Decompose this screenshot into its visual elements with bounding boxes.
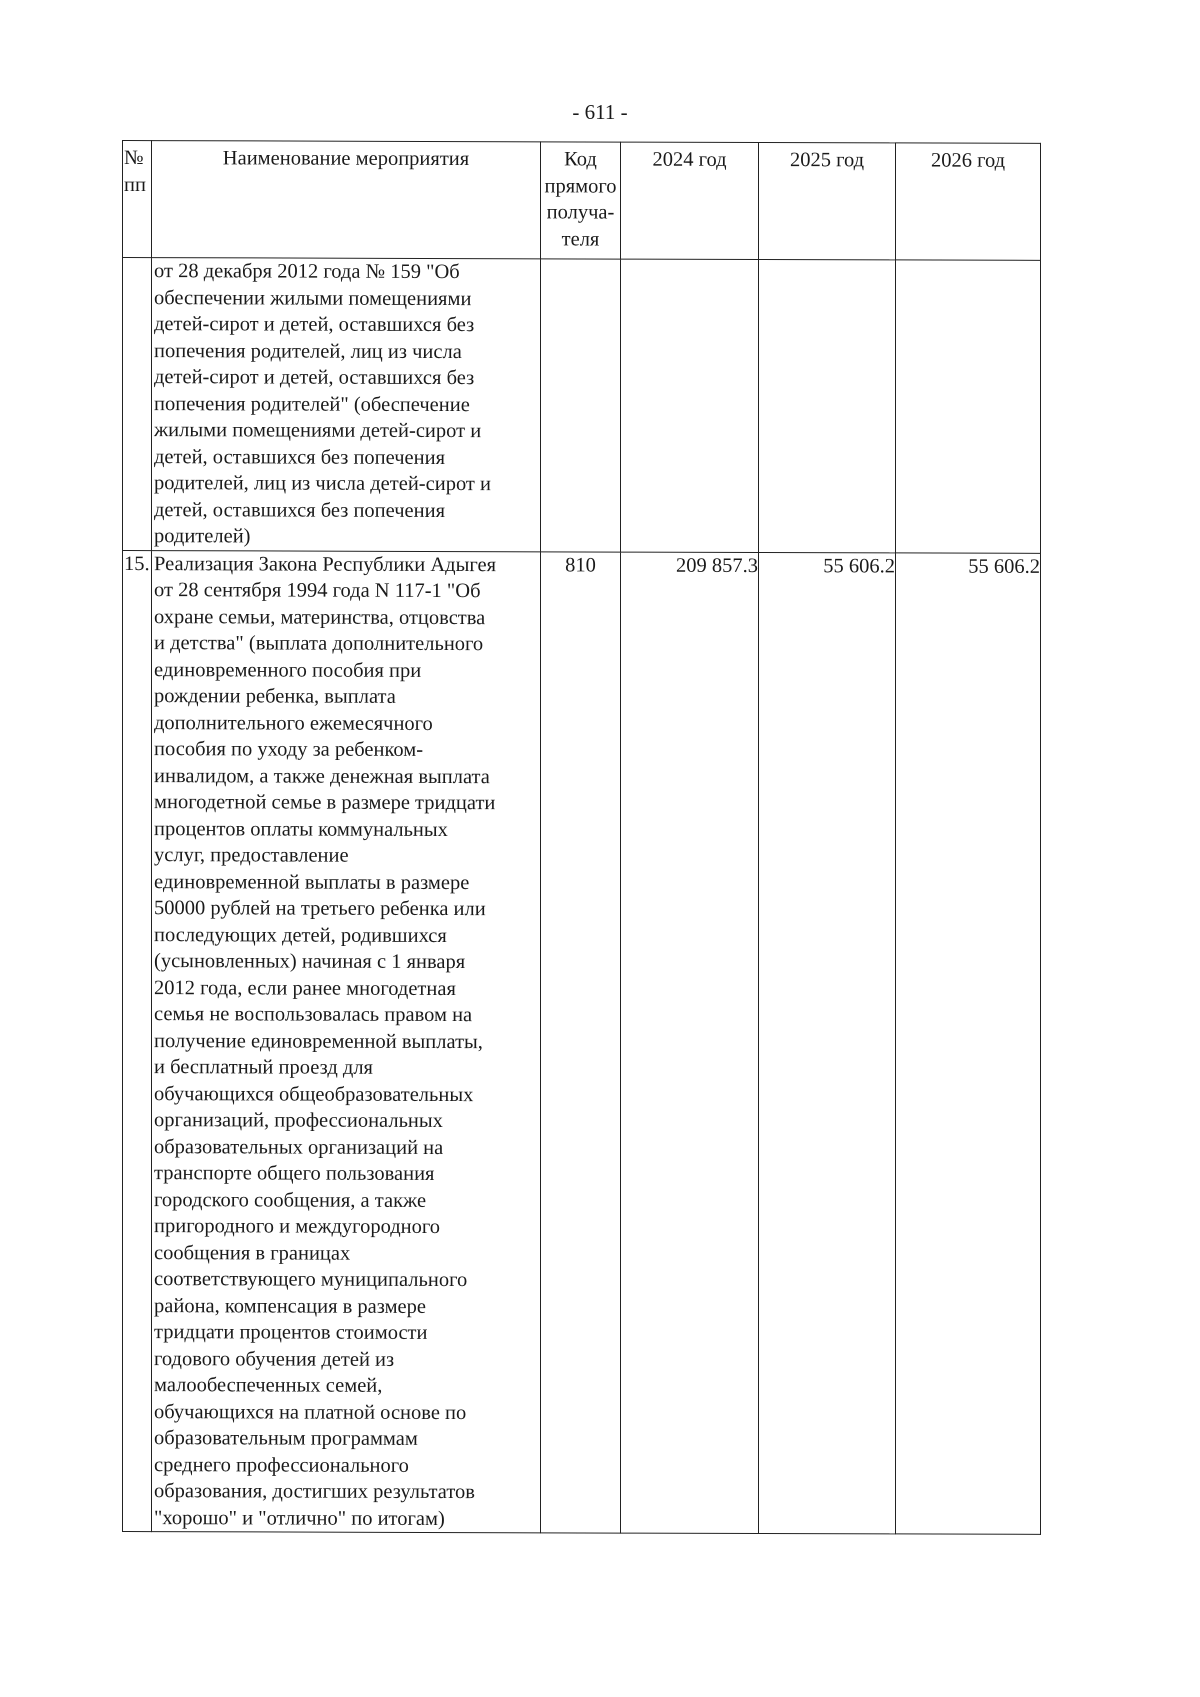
header-year-2026: 2026 год: [896, 143, 1041, 260]
table-row: [123, 550, 1041, 1534]
row-amount-2024: 209 857.3: [621, 552, 759, 1534]
header-year-2024: 2024 год: [621, 142, 759, 259]
header-year-2025: 2025 год: [759, 142, 896, 259]
row-amount-2025: [759, 259, 896, 552]
table-header-row: [123, 141, 1041, 261]
row-name: Реализация Закона Республики Адыгея от 28 сентября 1994 года N 117-1 "Об охране семьи, материнства, отцовства и детства" (выплата дополнительного единовременного пособия при рождении ребенка, выплата дополнительного ежемесячного пособия по уходу за ребенком- инвалидом, а также денежная выплата многодетной семье в размере тридцати процентов оплаты коммунальных услуг, предоставление единовременной выплаты в размере 50000 рублей на третьего ребенка или последующих детей, родившихся (усыновленных) начиная с 1 января 2012 года, если ранее многодетная семья не воспользовалась правом на получение единовременной выплаты, и бесплатный проезд для обучающихся общеобразовательных организаций, профессиональных образовательных организаций на транспорте общего пользования городского сообщения, а также пригородного и междугородного сообщения в границах соответствующего муниципального района, компенсация в размере тридцати процентов стоимости годового обучения детей из малообеспеченных семей, обучающихся на платной основе по образовательным программам среднего профессионального образования, достигших результатов "хорошо" и "отлично" по итогам): [152, 550, 541, 1533]
row-amount-2025: 55 606.2: [759, 552, 896, 1534]
row-amount-2026: [896, 260, 1041, 553]
header-num: № пп: [123, 141, 152, 258]
row-name: от 28 декабря 2012 года № 159 "Об обеспечении жилыми помещениями детей-сирот и детей, оставшихся без попечения родителей, лиц из числа детей-сирот и детей, оставшихся без попечения родителей" (обеспечение жилыми помещениями детей-сирот и детей, оставшихся без попечения родителей, лиц из числа детей-сирот и детей, оставшихся без попечения родителей): [152, 258, 541, 552]
table-row: [123, 258, 1041, 553]
page-number: - 611 -: [572, 100, 628, 124]
row-number: 15.: [123, 550, 152, 1532]
budget-table: [122, 140, 1041, 1535]
row-amount-2024: [621, 259, 759, 552]
row-number: [123, 258, 152, 551]
header-code: Код прямого получа- теля: [541, 142, 621, 259]
row-code: [541, 259, 621, 552]
header-name: Наименование мероприятия: [152, 141, 541, 259]
row-amount-2026: 55 606.2: [896, 552, 1041, 1534]
row-code: 810: [541, 551, 621, 1533]
